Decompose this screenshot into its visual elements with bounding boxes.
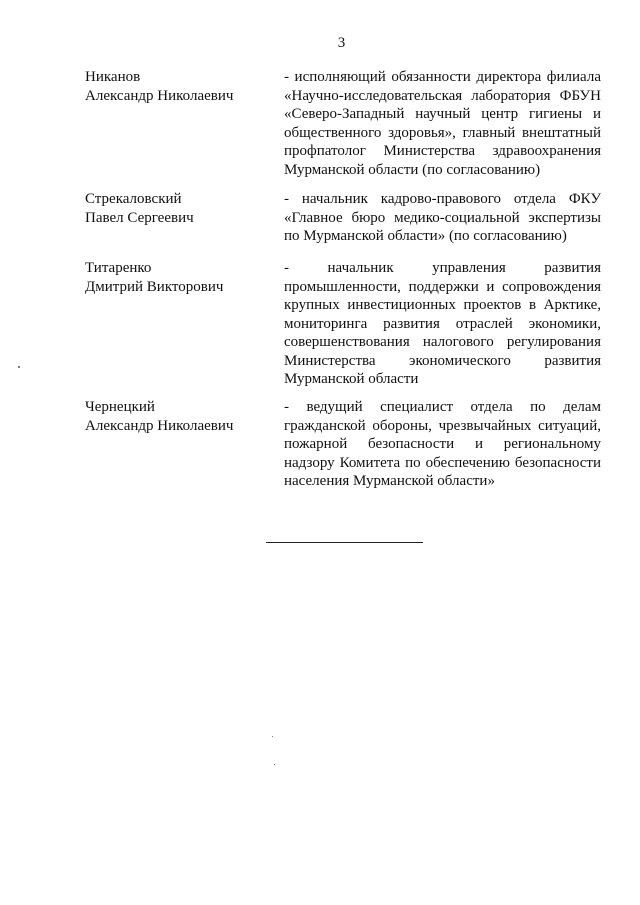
closing-separator-line [266,542,423,543]
scan-speck [272,736,273,737]
member-name [85,398,275,435]
member-surname: Стрекаловский [85,191,182,207]
member-given-names: Александр Николаевич [85,87,234,104]
member-surname: Титаренко [85,260,152,276]
scan-speck [274,764,275,765]
member-name [85,190,275,227]
member-name [85,259,275,296]
member-given-names: Дмитрий Викторович [85,278,224,295]
page-number: 3 [337,35,346,51]
member-surname: Никанов [85,69,141,85]
member-given-names: Павел Сергеевич [85,209,194,226]
member-position: - исполняющий обязанности директора филиала «Научно-исследовательская лаборатория ФБУН «Северо-Западный научный центр гигиены и общественного здоровья», главный внештатный профпатолог Министерства здравоохранения Мурманской области (по согласованию) [284,69,601,178]
member-given-names: Александр Николаевич [85,417,234,434]
member-surname: Чернецкий [85,399,155,415]
member-name [85,68,275,105]
member-position: - ведущий специалист отдела по делам гражданской обороны, чрезвычайных ситуаций, пожарной безопасности и региональному надзору Комитета по обеспечению безопасности населения Мурманской области» [284,399,601,489]
member-position: - начальник управления развития промышленности, поддержки и сопровождения крупных инвестиционных проектов в Арктике, мониторинга развития отраслей экономики, совершенствования налогового регулирования Министерства экономического развития Мурманской области [284,260,601,387]
member-position: - начальник кадрово-правового отдела ФКУ «Главное бюро медико-социальной экспертизы по Мурманской области» (по согласованию) [284,191,601,244]
scan-speck [18,366,20,368]
